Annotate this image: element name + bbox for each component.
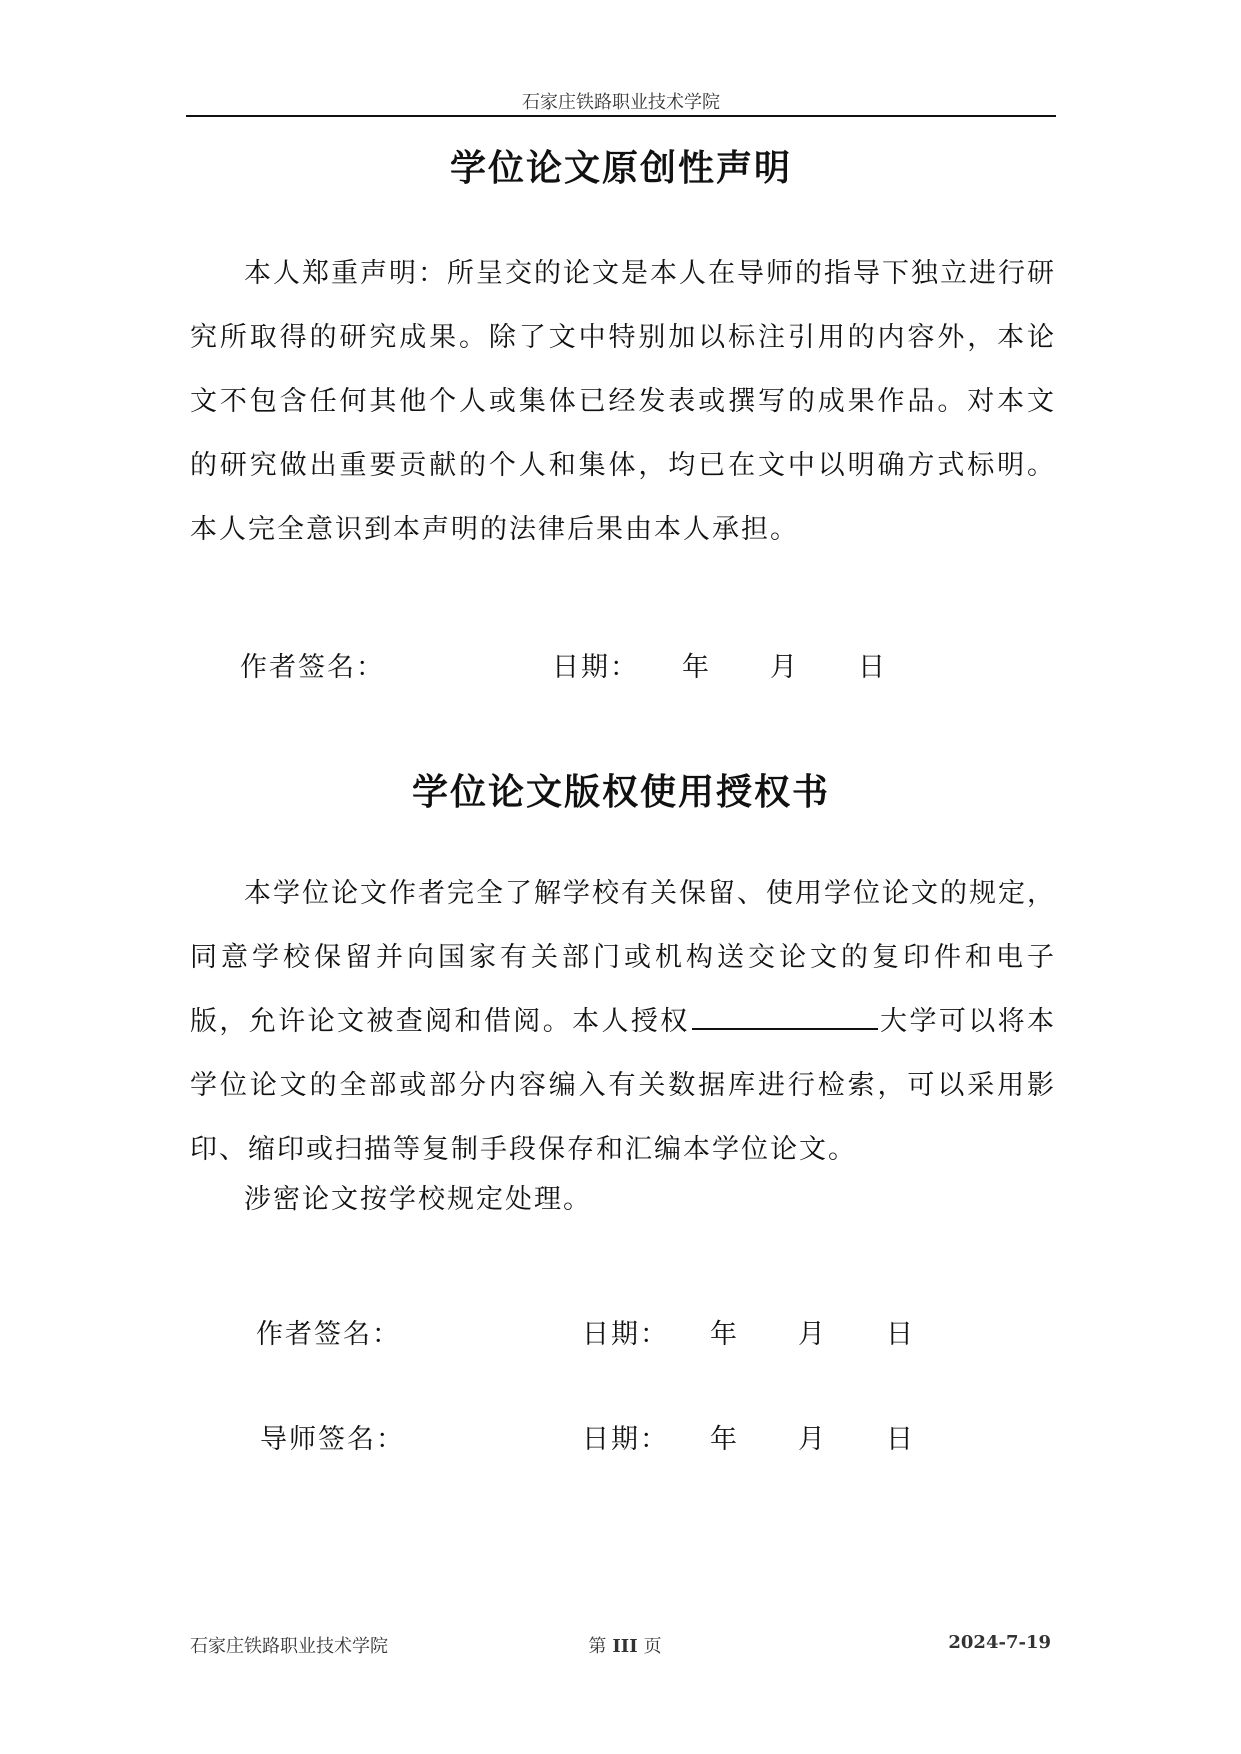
- footer-page-indicator: [580, 1632, 670, 1658]
- author-signature-label-1: 作者签名：: [240, 652, 385, 683]
- year-label-3: 年: [710, 1424, 739, 1455]
- footer-institution: 石家庄铁路职业技术学院: [190, 1636, 388, 1657]
- copyright-body-part1: 本学位论文作者完全了解学校有关保留、使用学位论文的规定，同意学校保留并向国家有关部门或机构送交论文的复印件和电子版，允许论文被查阅和借阅。本人授权: [190, 878, 1056, 1037]
- year-label-1: 年: [682, 652, 711, 683]
- copyright-body-part2: 大学可以将本学位论文的全部或部分内容编入有关数据库进行检索，可以采用影印、缩印或扫描等复制手段保存和汇编本学位论文。: [190, 1006, 1057, 1165]
- advisor-signature-label: 导师签名：: [260, 1424, 405, 1455]
- date-label-1: 日期：: [552, 652, 639, 683]
- page-header: 石家庄铁路职业技术学院: [522, 92, 720, 113]
- year-label-2: 年: [710, 1319, 739, 1350]
- header-divider: [186, 115, 1056, 117]
- copyright-title: 学位论文版权使用授权书: [411, 772, 830, 813]
- originality-body: 本人郑重声明：所呈交的论文是本人在导师的指导下独立进行研究所取得的研究成果。除了文中特别加以标注引用的内容外，本论文不包含任何其他个人或集体已经发表或撰写的成果作品。对本文的研究做出重要贡献的个人和集体，均已在文中以明确方式标明。本人完全意识到本声明的法律后果由本人承担。: [190, 258, 1056, 545]
- footer-page-suffix: 页: [643, 1636, 662, 1657]
- footer-date: 2024-7-19: [948, 1632, 1051, 1653]
- originality-title: 学位论文原创性声明: [449, 148, 792, 189]
- day-label-2: 日: [886, 1319, 915, 1350]
- date-label-2: 日期：: [582, 1319, 669, 1350]
- copyright-body: [190, 862, 1056, 1182]
- classified-note: 涉密论文按学校规定处理。: [244, 1184, 592, 1215]
- footer-page-number: III: [612, 1636, 638, 1657]
- month-label-3: 月: [798, 1424, 827, 1455]
- date-label-3: 日期：: [582, 1424, 669, 1455]
- day-label-3: 日: [886, 1424, 915, 1455]
- day-label-1: 日: [858, 652, 887, 683]
- month-label-2: 月: [798, 1319, 827, 1350]
- month-label-1: 月: [770, 652, 799, 683]
- footer-page-prefix: 第: [588, 1636, 607, 1657]
- author-signature-label-2: 作者签名：: [256, 1319, 401, 1350]
- university-blank-line: [692, 1002, 878, 1030]
